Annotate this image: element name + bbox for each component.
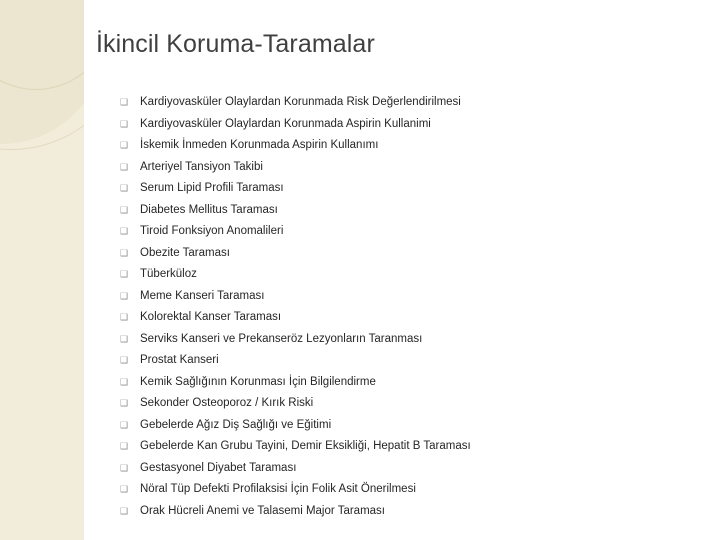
list-item-label: Serum Lipid Profili Taraması <box>140 182 284 194</box>
list-item <box>120 458 700 480</box>
list-item <box>120 329 700 351</box>
list-item <box>120 307 700 329</box>
list-item-label: Serviks Kanseri ve Prekanseröz Lezyonların Taranması <box>140 332 423 345</box>
list-item-label: Gebelerde Ağız Diş Sağlığı ve Eğitimi <box>140 418 332 431</box>
square-bullet-icon: ❑ <box>120 376 129 387</box>
list-item-label: Gestasyonel Diyabet Taraması <box>140 461 297 474</box>
square-bullet-icon: ❑ <box>120 140 129 150</box>
list-item-label: Kolorektal Kanser Taraması <box>140 311 282 323</box>
square-bullet-icon: ❑ <box>120 484 129 494</box>
list-item-label: Prostat Kanseri <box>140 354 219 366</box>
decorative-left-band <box>0 0 84 540</box>
square-bullet-icon: ❑ <box>120 226 129 236</box>
square-bullet-icon: ❑ <box>120 161 129 172</box>
list-item-label: Gebelerde Kan Grubu Tayini, Demir Eksikliği, Hepatit B Taraması <box>140 440 471 452</box>
list-item-label: Sekonder Osteoporoz / Kırık Riski <box>140 397 314 409</box>
list-item <box>120 372 700 394</box>
list-item <box>120 135 700 157</box>
square-bullet-icon: ❑ <box>120 441 129 451</box>
list-item <box>120 350 700 372</box>
page-title: İkincil Koruma-Taramalar <box>96 30 375 58</box>
list-item-label: Kardiyovasküler Olaylardan Korunmada Aspirin Kullanimi <box>140 117 431 130</box>
list-item <box>120 157 700 179</box>
list-item-label: Kardiyovasküler Olaylardan Korunmada Risk Değerlendirilmesi <box>140 96 461 108</box>
square-bullet-icon: ❑ <box>120 419 129 430</box>
list-item <box>120 436 700 458</box>
list-item-label: Kemik Sağlığının Korunması İçin Bilgilendirme <box>140 375 376 388</box>
square-bullet-icon: ❑ <box>120 183 129 193</box>
decorative-circle-outline-large <box>0 0 84 150</box>
square-bullet-icon: ❑ <box>120 355 129 365</box>
square-bullet-icon: ❑ <box>120 204 129 215</box>
list-item <box>120 178 700 200</box>
list-item <box>120 501 700 523</box>
square-bullet-icon: ❑ <box>120 462 129 473</box>
square-bullet-icon: ❑ <box>120 290 129 301</box>
screening-list <box>120 92 700 522</box>
square-bullet-icon: ❑ <box>120 247 129 258</box>
square-bullet-icon: ❑ <box>120 312 129 322</box>
list-item <box>120 264 700 286</box>
list-item <box>120 479 700 501</box>
list-item-label: Arteriyel Tansiyon Takibi <box>140 160 263 173</box>
square-bullet-icon: ❑ <box>120 118 129 129</box>
square-bullet-icon: ❑ <box>120 398 129 408</box>
list-item-label: Tiroid Fonksiyon Anomalileri <box>140 225 284 237</box>
list-item-label: İskemik İnmeden Korunmada Aspirin Kullanımı <box>140 139 379 151</box>
list-item <box>120 92 700 114</box>
list-item-label: Diabetes Mellitus Taraması <box>140 203 278 216</box>
list-item <box>120 114 700 136</box>
list-item <box>120 200 700 222</box>
list-item-label: Meme Kanseri Taraması <box>140 289 265 302</box>
list-item <box>120 393 700 415</box>
square-bullet-icon: ❑ <box>120 97 129 107</box>
list-item <box>120 415 700 437</box>
list-item <box>120 243 700 265</box>
list-item-label: Tüberküloz <box>140 268 197 280</box>
square-bullet-icon: ❑ <box>120 333 129 344</box>
list-item <box>120 221 700 243</box>
square-bullet-icon: ❑ <box>120 505 129 516</box>
square-bullet-icon: ❑ <box>120 269 129 279</box>
list-item-label: Obezite Taraması <box>140 246 230 259</box>
list-item-label: Orak Hücreli Anemi ve Talasemi Major Taraması <box>140 504 385 517</box>
list-item-label: Nöral Tüp Defekti Profilaksisi İçin Folik Asit Önerilmesi <box>140 483 416 495</box>
list-item <box>120 286 700 308</box>
